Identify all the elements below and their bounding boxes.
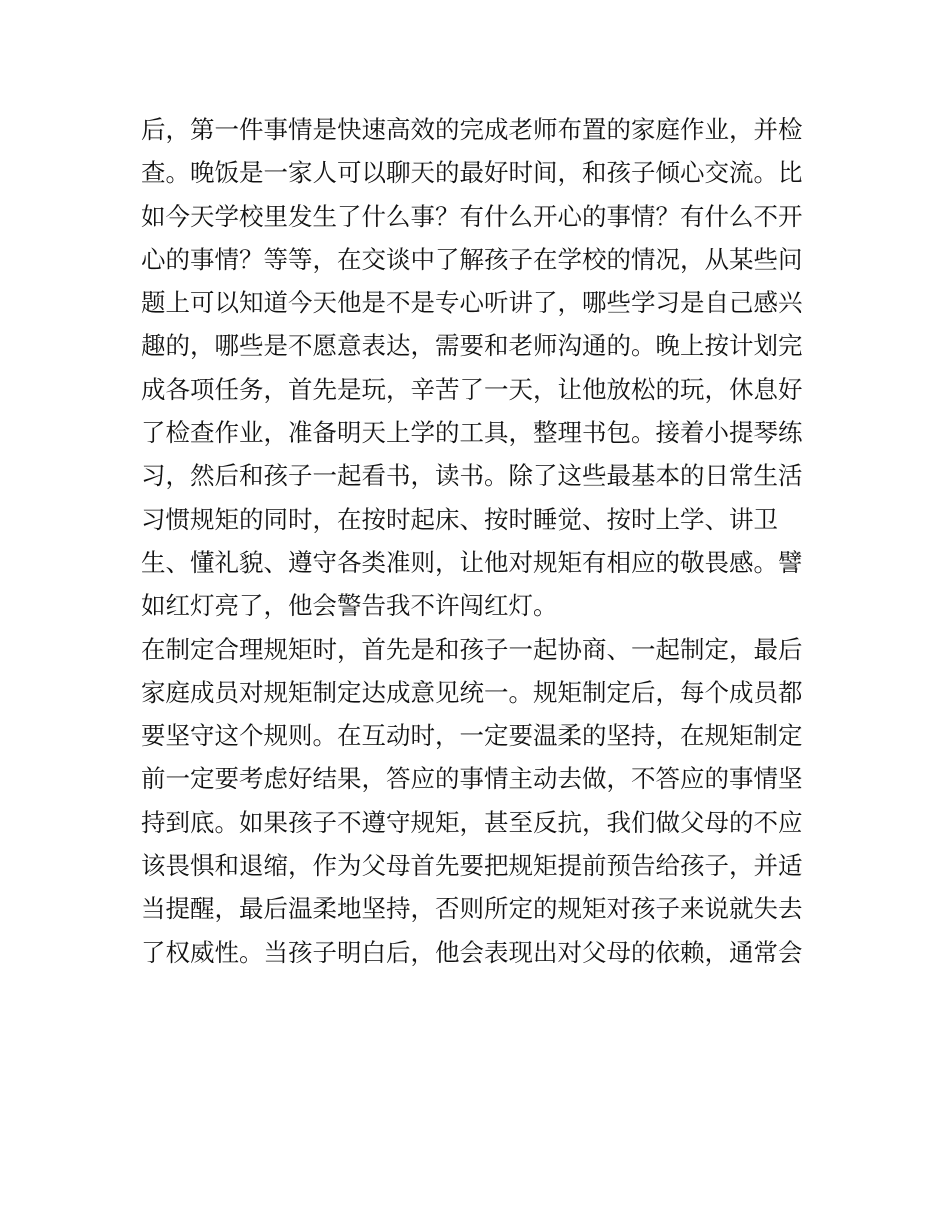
text-line: 当提醒，最后温柔地坚持，否则所定的规矩对孩子来说就失去 xyxy=(141,894,803,924)
text-line: 题上可以知道今天他是不是专心听讲了，哪些学习是自己感兴 xyxy=(141,288,803,318)
text-line: 持到底。如果孩子不遵守规矩，甚至反抗，我们做父母的不应 xyxy=(141,807,803,837)
text-line: 前一定要考虑好结果，答应的事情主动去做，不答应的事情坚 xyxy=(141,764,803,794)
text-line: 如红灯亮了，他会警告我不许闯红灯。 xyxy=(141,591,558,621)
text-line: 了权威性。当孩子明白后，他会表现出对父母的依赖，通常会 xyxy=(141,937,803,967)
text-line: 了检查作业，准备明天上学的工具，整理书包。接着小提琴练 xyxy=(141,418,803,448)
text-line: 习惯规矩的同时，在按时起床、按时睡觉、按时上学、讲卫 xyxy=(141,504,778,534)
text-line: 该畏惧和退缩，作为父母首先要把规矩提前预告给孩子，并适 xyxy=(141,851,803,881)
body-text xyxy=(141,108,821,974)
text-line: 查。晚饭是一家人可以聊天的最好时间，和孩子倾心交流。比 xyxy=(141,158,803,188)
text-line: 成各项任务，首先是玩，辛苦了一天，让他放松的玩，休息好 xyxy=(141,374,803,404)
text-line: 心的事情？等等，在交谈中了解孩子在学校的情况，从某些问 xyxy=(141,244,803,274)
text-line: 习，然后和孩子一起看书，读书。除了这些最基本的日常生活 xyxy=(141,461,803,491)
text-line: 后，第一件事情是快速高效的完成老师布置的家庭作业，并检 xyxy=(141,115,803,144)
text-line: 家庭成员对规矩制定达成意见统一。规矩制定后，每个成员都 xyxy=(141,677,803,707)
text-line: 在制定合理规矩时，首先是和孩子一起协商、一起制定，最后 xyxy=(141,634,803,664)
text-line: 趣的，哪些是不愿意表达，需要和老师沟通的。晚上按计划完 xyxy=(141,331,803,361)
text-line: 要坚守这个规则。在互动时，一定要温柔的坚持，在规矩制定 xyxy=(141,721,803,751)
text-line: 生、懂礼貌、遵守各类准则，让他对规矩有相应的敬畏感。譬 xyxy=(141,547,803,577)
text-line: 如今天学校里发生了什么事？有什么开心的事情？有什么不开 xyxy=(141,201,803,231)
